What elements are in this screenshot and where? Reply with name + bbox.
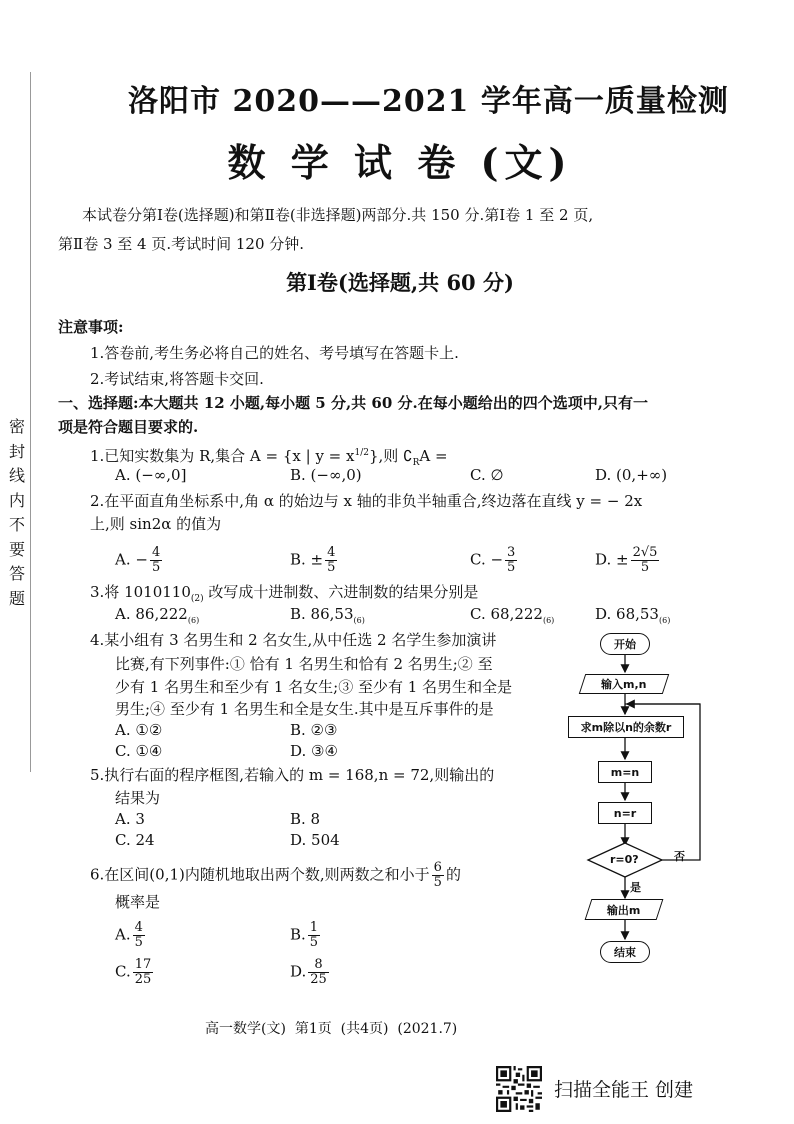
q2-b-prefix: B. ± bbox=[290, 550, 324, 569]
q6-a-den: 5 bbox=[134, 935, 143, 950]
binding-line bbox=[30, 72, 31, 772]
q4-stem-line-2: 比赛,有下列事件:① 恰有 1 名男生和恰有 2 名男生;② 至 bbox=[115, 655, 493, 673]
q6-c-num: 17 bbox=[134, 957, 152, 972]
q6-stem-den: 5 bbox=[433, 875, 442, 890]
q2-d-den: 5 bbox=[640, 560, 650, 575]
part1-instructions-line-2: 项是符合题目要求的. bbox=[58, 418, 199, 436]
q6-c-den: 25 bbox=[134, 972, 152, 987]
flow-assign-n: n=r bbox=[598, 802, 652, 824]
flow-output bbox=[585, 899, 664, 920]
q3-stem-sub: (2) bbox=[190, 594, 204, 604]
q6-b-num: 1 bbox=[309, 920, 319, 935]
q1-option-b: B. (−∞,0) bbox=[290, 466, 362, 484]
q6-b-den: 5 bbox=[309, 935, 319, 950]
q2-option-a bbox=[115, 546, 164, 575]
q5-option-c: C. 24 bbox=[115, 831, 155, 849]
q3-d-text: D. 68,53 bbox=[595, 605, 659, 623]
q4-stem-line-3: 少有 1 名男生和至少有 1 名女生;③ 至少有 1 名男生和全是 bbox=[115, 678, 513, 696]
flow-end: 结束 bbox=[600, 941, 650, 963]
q6-stem-a: 6.在区间(0,1)内随机地取出两个数,则两数之和小于 bbox=[90, 865, 430, 884]
flow-output-label: 输出m bbox=[607, 903, 641, 917]
q3-stem-a: 3.将 1010110 bbox=[90, 583, 191, 601]
notes-item-1: 1.答卷前,考生务必将自己的姓名、考号填写在答题卡上. bbox=[90, 344, 459, 362]
q6-d-num: 8 bbox=[308, 958, 329, 973]
q5-option-d: D. 504 bbox=[290, 831, 340, 849]
intro-line-1: 本试卷分第Ⅰ卷(选择题)和第Ⅱ卷(非选择题)两部分.共 150 分.第Ⅰ卷 1 至 2 页, bbox=[82, 206, 594, 224]
q1-stem-a: 1.已知实数集为 R,集合 A = {x | y = x bbox=[90, 447, 355, 465]
q2-d-fraction bbox=[631, 546, 660, 575]
q2-b-num: 4 bbox=[327, 545, 336, 560]
q3-c-text: C. 68,222 bbox=[470, 605, 543, 623]
q6-option-b bbox=[290, 921, 322, 950]
q4-stem-line-1: 4.某小组有 3 名男生和 2 名女生,从中任选 2 名学生参加演讲 bbox=[90, 631, 497, 649]
flow-yes-label: 是 bbox=[630, 881, 641, 894]
qr-code-icon bbox=[496, 1066, 542, 1112]
section-title: 第Ⅰ卷(选择题,共 60 分) bbox=[286, 270, 514, 295]
q1-option-d: D. (0,+∞) bbox=[595, 466, 668, 484]
q3-option-c bbox=[470, 605, 554, 630]
seal-line-notice: 密封线内不要答题 bbox=[8, 417, 25, 608]
q2-a-fraction bbox=[150, 546, 162, 575]
q4-option-c: C. ①④ bbox=[115, 742, 163, 760]
exam-title: 洛阳市 2020——2021 学年高一质量检测 bbox=[128, 84, 729, 119]
q2-c-fraction bbox=[505, 546, 517, 575]
flow-remainder-step: 求m除以n的余数r bbox=[568, 716, 684, 738]
q4-option-a: A. ①② bbox=[115, 721, 163, 739]
flow-input-label: 输入m,n bbox=[601, 678, 647, 691]
q6-c-fraction bbox=[133, 958, 154, 987]
q6-stem-fraction bbox=[432, 861, 444, 890]
q6-option-d bbox=[290, 958, 331, 987]
q3-b-text: B. 86,53 bbox=[290, 605, 354, 623]
q2-d-num: 2√5 bbox=[632, 545, 658, 560]
flow-no-label: 否 bbox=[674, 850, 685, 863]
q3-option-a bbox=[115, 605, 199, 630]
part1-instructions-line-1: 一、选择题:本大题共 12 小题,每小题 5 分,共 60 分.在每小题给出的四个选项中,只有一 bbox=[58, 394, 648, 412]
q5-option-a: A. 3 bbox=[115, 810, 145, 828]
q1-stem-c: A = bbox=[419, 447, 448, 465]
q2-c-num: 3 bbox=[507, 545, 516, 560]
notes-item-2: 2.考试结束,将答题卡交回. bbox=[90, 370, 264, 388]
q6-stem-line-2: 概率是 bbox=[115, 893, 161, 911]
notes-heading: 注意事项: bbox=[58, 318, 124, 336]
q6-stem-b: 的 bbox=[445, 865, 461, 884]
q2-a-prefix: A. − bbox=[115, 550, 148, 569]
q5-option-b: B. 8 bbox=[290, 810, 321, 828]
q3-a-text: A. 86,222 bbox=[115, 605, 188, 623]
q3-stem-b: 改写成十进制数、六进制数的结果分别是 bbox=[203, 583, 479, 601]
q3-a-sub: (6) bbox=[187, 616, 200, 625]
flow-start: 开始 bbox=[600, 633, 650, 655]
q6-a-fraction bbox=[133, 921, 145, 950]
q2-option-c bbox=[470, 546, 519, 575]
flow-assign-m: m=n bbox=[598, 761, 652, 783]
q1-option-a: A. (−∞,0] bbox=[115, 466, 187, 484]
q3-option-b bbox=[290, 605, 365, 630]
flow-input bbox=[579, 674, 669, 694]
q6-option-a bbox=[115, 921, 147, 950]
q3-b-sub: (6) bbox=[353, 616, 365, 625]
q3-c-sub: (6) bbox=[542, 616, 555, 625]
q2-option-b bbox=[290, 546, 339, 575]
q5-stem-line-1: 5.执行右面的程序框图,若输入的 m = 168,n = 72,则输出的 bbox=[90, 766, 495, 784]
page-footer: 高一数学(文) 第1页 (共4页) (2021.7) bbox=[205, 1021, 458, 1037]
q6-stem-line-1 bbox=[90, 861, 461, 890]
q4-option-d: D. ③④ bbox=[290, 742, 338, 760]
paper-title: 数 学 试 卷 (文) bbox=[227, 140, 573, 185]
q3-d-sub: (6) bbox=[658, 616, 671, 625]
q1-option-c: C. ∅ bbox=[470, 466, 504, 484]
q4-option-b: B. ②③ bbox=[290, 721, 338, 739]
q6-a-num: 4 bbox=[134, 920, 143, 935]
flow-decision-text: r=0? bbox=[610, 853, 639, 866]
q2-b-fraction bbox=[325, 546, 337, 575]
q1-stem-b: },则 ∁ bbox=[368, 447, 413, 465]
q2-stem-line-1: 2.在平面直角坐标系中,角 α 的始边与 x 轴的非负半轴重合,终边落在直线 y = − 2x bbox=[90, 492, 643, 510]
q2-c-den: 5 bbox=[507, 560, 516, 575]
q2-a-num: 4 bbox=[151, 545, 161, 560]
q1-subscript: R bbox=[412, 458, 420, 468]
q6-a-prefix: A. bbox=[115, 925, 131, 944]
q6-stem-num: 6 bbox=[433, 860, 442, 875]
q6-option-c bbox=[115, 958, 155, 987]
q6-c-prefix: C. bbox=[115, 962, 131, 981]
q1-exponent: 1/2 bbox=[354, 448, 369, 458]
q2-c-prefix: C. − bbox=[470, 550, 504, 569]
q2-option-d bbox=[595, 546, 661, 575]
scanner-app-watermark: 扫描全能王 创建 bbox=[554, 1079, 694, 1101]
q2-d-prefix: D. ± bbox=[595, 550, 629, 569]
q6-b-fraction bbox=[308, 921, 320, 950]
q2-a-den: 5 bbox=[151, 560, 161, 575]
q6-d-den: 25 bbox=[310, 972, 327, 987]
q2-b-den: 5 bbox=[327, 560, 336, 575]
q6-b-prefix: B. bbox=[290, 925, 306, 944]
q2-stem-line-2: 上,则 sin2α 的值为 bbox=[90, 515, 222, 533]
q5-stem-line-2: 结果为 bbox=[115, 789, 161, 807]
q4-stem-line-4: 男生;④ 至少有 1 名男生和全是女生.其中是互斥事件的是 bbox=[115, 700, 494, 718]
q6-d-fraction bbox=[308, 958, 329, 987]
intro-line-2: 第Ⅱ卷 3 至 4 页.考试时间 120 分钟. bbox=[58, 235, 305, 253]
q6-d-prefix: D. bbox=[290, 962, 307, 981]
